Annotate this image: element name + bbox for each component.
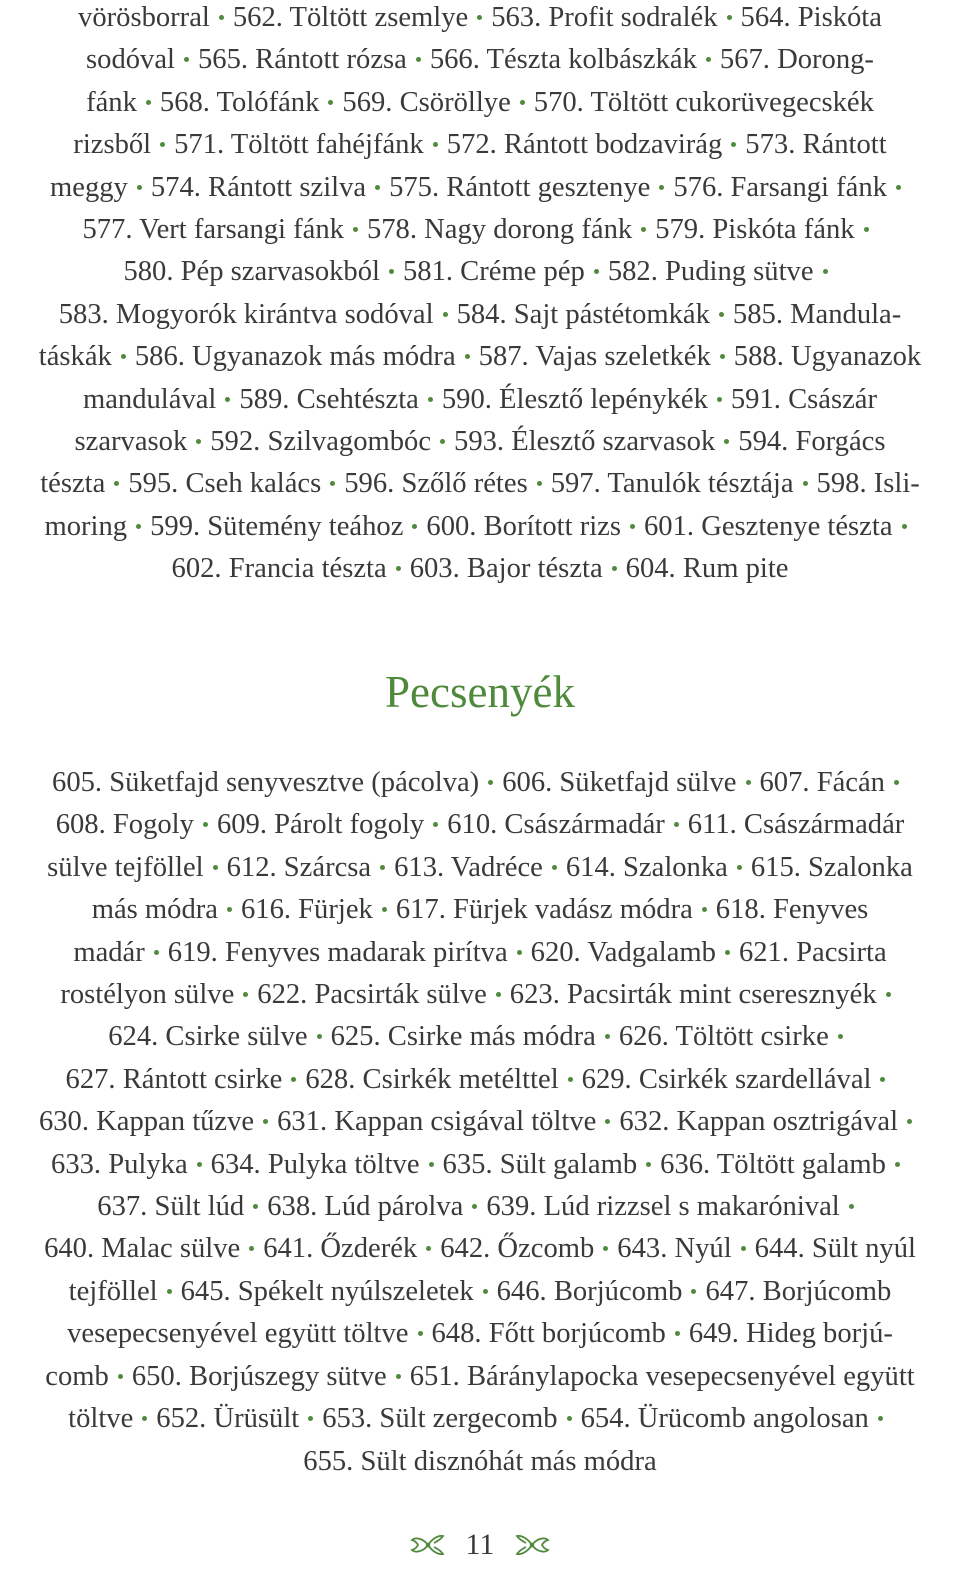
- recipe-entry: sodóval: [86, 44, 175, 76]
- recipe-entry: 635. Sült galamb: [442, 1148, 638, 1180]
- bullet-dot-icon: [146, 100, 151, 105]
- recipe-entry: 582. Puding sütve: [607, 256, 814, 288]
- bullet-dot-icon: [537, 481, 542, 486]
- bullet-dot-icon: [803, 481, 808, 486]
- text-line: [0, 1313, 960, 1355]
- recipe-entry: 622. Pacsirták sülve: [257, 979, 487, 1011]
- bullet-dot-icon: [731, 142, 736, 147]
- bullet-dot-icon: [605, 1034, 610, 1039]
- recipe-list-bottom: [0, 762, 960, 1483]
- recipe-entry: 605. Süketfajd senyvesztve (pácolva): [52, 767, 480, 798]
- recipe-entry: 579. Piskóta fánk: [655, 214, 855, 246]
- bullet-dot-icon: [213, 865, 218, 870]
- bullet-dot-icon: [184, 57, 189, 62]
- recipe-entry: rostélyon sülve: [60, 979, 235, 1011]
- text-line: [0, 889, 960, 931]
- bullet-dot-icon: [225, 397, 230, 402]
- recipe-entry: 607. Fácán: [759, 767, 885, 798]
- text-line: [0, 506, 960, 548]
- bullet-dot-icon: [263, 1119, 268, 1124]
- recipe-entry: töltve: [68, 1403, 134, 1435]
- recipe-entry: 625. Csirke más módra: [330, 1021, 596, 1053]
- recipe-entry: 590. Élesztő lepénykék: [441, 383, 708, 415]
- recipe-entry: 642. Őzcomb: [440, 1233, 595, 1265]
- bullet-dot-icon: [895, 1162, 900, 1167]
- bullet-dot-icon: [429, 1162, 434, 1167]
- bullet-dot-icon: [291, 1077, 296, 1082]
- text-line: [0, 251, 960, 293]
- bullet-dot-icon: [603, 1246, 608, 1251]
- recipe-entry: 584. Sajt pástétomkák: [456, 298, 710, 330]
- recipe-entry: 619. Fenyves madarak pirítva: [167, 936, 508, 968]
- recipe-entry: 603. Bajor tészta: [409, 553, 603, 585]
- bullet-dot-icon: [426, 1246, 431, 1251]
- recipe-entry: vesepecsenyével együtt töltve: [67, 1318, 409, 1350]
- bullet-dot-icon: [746, 780, 751, 785]
- recipe-entry: táskák: [38, 341, 112, 373]
- recipe-entry: 644. Sült nyúl: [754, 1233, 916, 1265]
- bullet-dot-icon: [353, 227, 358, 232]
- recipe-entry: 563. Profit sodralék: [491, 2, 718, 33]
- bullet-dot-icon: [416, 57, 421, 62]
- recipe-entry: 636. Töltött galamb: [660, 1148, 886, 1180]
- bullet-dot-icon: [741, 1246, 746, 1251]
- bullet-dot-icon: [465, 354, 470, 359]
- bullet-dot-icon: [849, 1204, 854, 1209]
- bullet-dot-icon: [219, 15, 224, 20]
- bullet-dot-icon: [136, 524, 141, 529]
- bullet-dot-icon: [838, 1034, 843, 1039]
- text-line: [0, 847, 960, 889]
- bullet-dot-icon: [823, 269, 828, 274]
- recipe-entry: 615. Szalonka: [750, 851, 913, 883]
- text-line: [0, 762, 960, 804]
- text-line: [0, 1144, 960, 1186]
- text-line: [0, 1398, 960, 1440]
- bullet-dot-icon: [433, 142, 438, 147]
- text-line: [0, 167, 960, 209]
- bullet-dot-icon: [520, 100, 525, 105]
- text-line: [0, 82, 960, 124]
- recipe-entry: 654. Ürücomb angolosan: [580, 1403, 869, 1435]
- bullet-dot-icon: [121, 354, 126, 359]
- bullet-dot-icon: [567, 1416, 572, 1421]
- recipe-entry: 646. Borjúcomb: [496, 1275, 683, 1307]
- recipe-entry: 601. Gesztenye tészta: [644, 510, 893, 542]
- page-footer: [0, 1524, 960, 1566]
- bullet-dot-icon: [719, 312, 724, 317]
- recipe-entry: 634. Pulyka töltve: [210, 1148, 420, 1180]
- recipe-entry: 591. Császár: [730, 383, 877, 415]
- bullet-dot-icon: [330, 481, 335, 486]
- recipe-entry: 621. Pacsirta: [738, 936, 887, 968]
- recipe-entry: 610. Császármadár: [447, 809, 665, 841]
- page-number: 11: [465, 1528, 495, 1561]
- recipe-entry: 580. Pép szarvasokból: [123, 256, 380, 288]
- text-line: [0, 1356, 960, 1398]
- recipe-entry: 577. Vert farsangi fánk: [82, 214, 344, 246]
- recipe-entry: 623. Pacsirták mint cseresznyék: [509, 979, 877, 1011]
- bullet-dot-icon: [477, 15, 482, 20]
- recipe-entry: fánk: [86, 86, 137, 118]
- bullet-dot-icon: [433, 822, 438, 827]
- text-line: [0, 1186, 960, 1228]
- recipe-entry: 598. Isli-: [816, 468, 920, 500]
- bullet-dot-icon: [646, 1162, 651, 1167]
- bullet-dot-icon: [896, 185, 901, 190]
- bullet-dot-icon: [203, 822, 208, 827]
- bullet-dot-icon: [907, 1119, 912, 1124]
- recipe-entry: szarvasok: [74, 426, 188, 458]
- bullet-dot-icon: [483, 1289, 488, 1294]
- bullet-dot-icon: [568, 1077, 573, 1082]
- recipe-entry: 588. Ugyanazok: [733, 341, 922, 373]
- bullet-dot-icon: [864, 227, 869, 232]
- recipe-entry: 581. Créme pép: [402, 256, 585, 288]
- recipe-entry: 568. Tolófánk: [159, 86, 320, 118]
- recipe-entry: 626. Töltött csirke: [618, 1021, 829, 1053]
- bullet-dot-icon: [412, 524, 417, 529]
- leaf-ornament-icon: [410, 1530, 446, 1560]
- bullet-dot-icon: [389, 269, 394, 274]
- recipe-entry: 614. Szalonka: [565, 851, 728, 883]
- bullet-dot-icon: [674, 822, 679, 827]
- bullet-dot-icon: [137, 185, 142, 190]
- recipe-entry: 631. Kappan csigával töltve: [277, 1106, 597, 1138]
- bullet-dot-icon: [308, 1416, 313, 1421]
- bullet-dot-icon: [328, 100, 333, 105]
- bullet-dot-icon: [605, 1119, 610, 1124]
- recipe-entry: 593. Élesztő szarvasok: [454, 426, 716, 458]
- recipe-entry: 569. Csöröllye: [342, 86, 511, 118]
- recipe-entry: 587. Vajas szeletkék: [478, 341, 711, 373]
- bullet-dot-icon: [196, 439, 201, 444]
- recipe-entry: 611. Császármadár: [687, 809, 905, 841]
- bullet-dot-icon: [380, 865, 385, 870]
- recipe-entry: 617. Fürjek vadász módra: [395, 894, 693, 926]
- bullet-dot-icon: [118, 1374, 123, 1379]
- recipe-entry: 570. Töltött cukorüvegecskék: [533, 86, 874, 118]
- bullet-dot-icon: [878, 1416, 883, 1421]
- text-line: [0, 379, 960, 421]
- recipe-entry: moring: [44, 510, 128, 542]
- bullet-dot-icon: [375, 185, 380, 190]
- recipe-entry: 586. Ugyanazok más módra: [134, 341, 456, 373]
- recipe-entry: 565. Rántott rózsa: [197, 44, 407, 76]
- text-line: [0, 548, 960, 590]
- bullet-dot-icon: [691, 1289, 696, 1294]
- recipe-entry: 613. Vadréce: [394, 851, 543, 883]
- recipe-entry: 596. Szőlő rétes: [344, 468, 528, 500]
- recipe-entry: 640. Malac sülve: [44, 1233, 241, 1265]
- recipe-entry: 600. Borított rizs: [426, 510, 621, 542]
- bullet-dot-icon: [197, 1162, 202, 1167]
- recipe-entry: 620. Vadgalamb: [530, 936, 716, 968]
- recipe-entry: rizsből: [73, 129, 152, 161]
- recipe-entry: vörösborral: [78, 2, 210, 33]
- bullet-dot-icon: [243, 992, 248, 997]
- bullet-dot-icon: [737, 865, 742, 870]
- recipe-entry: 629. Csirkék szardellával: [581, 1063, 872, 1095]
- text-line: [0, 421, 960, 463]
- bullet-dot-icon: [725, 950, 730, 955]
- bullet-dot-icon: [612, 566, 617, 571]
- bullet-dot-icon: [641, 227, 646, 232]
- bullet-dot-icon: [720, 354, 725, 359]
- text-line: [0, 463, 960, 505]
- recipe-entry: 594. Forgács: [738, 426, 886, 458]
- recipe-entry: 562. Töltött zsemlye: [232, 2, 469, 33]
- recipe-entry: 597. Tanulók tésztája: [550, 468, 794, 500]
- recipe-entry: 574. Rántott szilva: [150, 171, 367, 203]
- recipe-entry: 627. Rántott csirke: [65, 1063, 283, 1095]
- recipe-entry: 628. Csirkék metélttel: [305, 1063, 559, 1095]
- bullet-dot-icon: [880, 1077, 885, 1082]
- recipe-entry: 599. Sütemény teához: [150, 510, 404, 542]
- recipe-entry: 643. Nyúl: [617, 1233, 732, 1265]
- text-line: [0, 1441, 960, 1483]
- text-line: [0, 336, 960, 378]
- recipe-entry: meggy: [50, 171, 128, 203]
- bullet-dot-icon: [702, 907, 707, 912]
- recipe-entry: madár: [73, 936, 145, 968]
- recipe-entry: sülve tejföllel: [47, 851, 204, 883]
- text-line: [0, 932, 960, 974]
- bullet-dot-icon: [594, 269, 599, 274]
- recipe-entry: 609. Párolt fogoly: [216, 809, 425, 841]
- recipe-entry: 624. Csirke sülve: [108, 1021, 308, 1053]
- recipe-entry: 604. Rum pite: [625, 553, 789, 585]
- recipe-entry: 618. Fenyves: [715, 894, 869, 926]
- recipe-entry: 652. Ürüsült: [156, 1403, 300, 1435]
- bullet-dot-icon: [488, 780, 493, 785]
- recipe-entry: 592. Szilvagombóc: [210, 426, 432, 458]
- bullet-dot-icon: [724, 439, 729, 444]
- recipe-entry: 647. Borjúcomb: [705, 1275, 892, 1307]
- recipe-entry: 633. Pulyka: [51, 1148, 188, 1180]
- bullet-dot-icon: [249, 1246, 254, 1251]
- recipe-entry: 576. Farsangi fánk: [673, 171, 887, 203]
- bullet-dot-icon: [317, 1034, 322, 1039]
- recipe-entry: 564. Piskóta: [740, 2, 882, 33]
- text-line: [0, 209, 960, 251]
- recipe-entry: 630. Kappan tűzve: [38, 1106, 255, 1138]
- recipe-entry: 566. Tészta kolbászkák: [429, 44, 697, 76]
- bullet-dot-icon: [382, 907, 387, 912]
- recipe-entry: 639. Lúd rizzsel s makarónival: [486, 1191, 840, 1223]
- recipe-entry: tejföllel: [68, 1275, 158, 1307]
- text-line: [0, 124, 960, 166]
- text-line: [0, 1271, 960, 1313]
- recipe-entry: 589. Csehtészta: [239, 383, 419, 415]
- recipe-entry: tészta: [40, 468, 106, 500]
- text-line: [0, 1101, 960, 1143]
- bullet-dot-icon: [675, 1331, 680, 1336]
- bullet-dot-icon: [428, 397, 433, 402]
- bullet-dot-icon: [167, 1289, 172, 1294]
- bullet-dot-icon: [717, 397, 722, 402]
- text-line: [0, 804, 960, 846]
- bullet-dot-icon: [630, 524, 635, 529]
- recipe-entry: 578. Nagy dorong fánk: [366, 214, 633, 246]
- recipe-entry: 645. Spékelt nyúlszeletek: [180, 1275, 474, 1307]
- bullet-dot-icon: [886, 992, 891, 997]
- bullet-dot-icon: [902, 524, 907, 529]
- recipe-entry: 575. Rántott gesztenye: [389, 171, 651, 203]
- bullet-dot-icon: [142, 1416, 147, 1421]
- bullet-dot-icon: [418, 1331, 423, 1336]
- text-line: [0, 1228, 960, 1270]
- text-line: [0, 0, 960, 39]
- recipe-entry: 583. Mogyorók kirántva sodóval: [58, 298, 434, 330]
- recipe-entry: 606. Süketfajd sülve: [502, 767, 737, 798]
- recipe-entry: 653. Sült zergecomb: [322, 1403, 558, 1435]
- recipe-entry: 651. Báránylapocka vesepecsenyével együtt: [409, 1360, 915, 1392]
- recipe-entry: 572. Rántott bodzavirág: [446, 129, 723, 161]
- recipe-entry: más módra: [91, 894, 218, 926]
- recipe-entry: 612. Szárcsa: [226, 851, 372, 883]
- bullet-dot-icon: [472, 1204, 477, 1209]
- bullet-dot-icon: [253, 1204, 258, 1209]
- bullet-dot-icon: [552, 865, 557, 870]
- leaf-ornament-icon: [514, 1530, 550, 1560]
- bullet-dot-icon: [227, 907, 232, 912]
- recipe-entry: 573. Rántott: [745, 129, 887, 161]
- recipe-entry: 616. Fürjek: [240, 894, 373, 926]
- bullet-dot-icon: [396, 566, 401, 571]
- bullet-dot-icon: [496, 992, 501, 997]
- recipe-entry: 585. Mandula-: [732, 298, 902, 330]
- recipe-entry: 649. Hideg borjú-: [688, 1318, 893, 1350]
- recipe-entry: 567. Dorong-: [719, 44, 874, 76]
- recipe-entry: mandulával: [82, 383, 217, 415]
- recipe-entry: 595. Cseh kalács: [128, 468, 322, 500]
- recipe-entry: 648. Főtt borjúcomb: [431, 1318, 666, 1350]
- text-line: [0, 974, 960, 1016]
- recipe-entry: 650. Borjúszegy sütve: [131, 1360, 387, 1392]
- recipe-entry: 602. Francia tészta: [171, 553, 387, 585]
- recipe-entry: 632. Kappan osztrigával: [619, 1106, 899, 1138]
- bullet-dot-icon: [114, 481, 119, 486]
- section-title: Pecsenyék: [385, 667, 575, 717]
- bullet-dot-icon: [154, 950, 159, 955]
- text-line: [0, 1059, 960, 1101]
- bullet-dot-icon: [160, 142, 165, 147]
- recipe-entry: 655. Sült disznóhát más módra: [303, 1445, 657, 1477]
- recipe-entry: 637. Sült lúd: [97, 1191, 245, 1223]
- bullet-dot-icon: [443, 312, 448, 317]
- bullet-dot-icon: [440, 439, 445, 444]
- bullet-dot-icon: [659, 185, 664, 190]
- recipe-entry: 571. Töltött fahéjfánk: [174, 129, 424, 161]
- recipe-entry: 638. Lúd párolva: [267, 1191, 464, 1223]
- bullet-dot-icon: [894, 780, 899, 785]
- text-line: [0, 39, 960, 81]
- recipe-entry: 641. Őzderék: [263, 1233, 418, 1265]
- bullet-dot-icon: [396, 1374, 401, 1379]
- recipe-list-top: [0, 0, 960, 591]
- text-line: [0, 294, 960, 336]
- text-line: [0, 1016, 960, 1058]
- bullet-dot-icon: [517, 950, 522, 955]
- bullet-dot-icon: [706, 57, 711, 62]
- recipe-entry: comb: [45, 1360, 109, 1392]
- bullet-dot-icon: [727, 15, 732, 20]
- recipe-entry: 608. Fogoly: [55, 809, 194, 841]
